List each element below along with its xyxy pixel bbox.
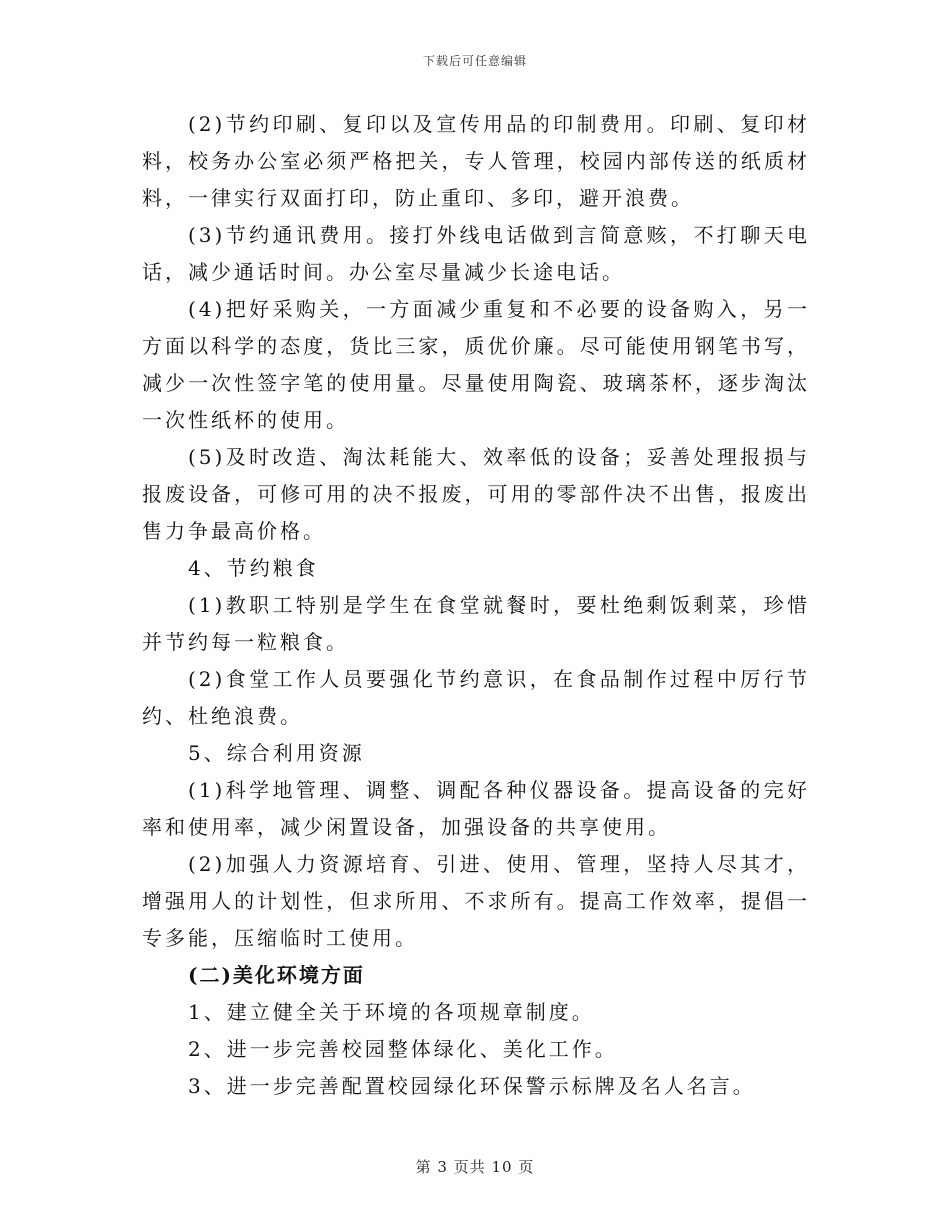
document-body [142,106,810,1105]
list-item-signage: 3、进一步完善配置校园绿化环保警示标牌及名人名言。 [188,1074,756,1098]
section-heading-environment: (二)美化环境方面 [188,963,365,987]
section-heading-resources: 5、综合利用资源 [188,741,365,765]
paragraph-procurement: (4)把好采购关，一方面减少重复和不必要的设备购入，另一方面以科学的态度，货比三家，质优价廉。尽可能使用钢笔书写，减少一次性签字笔的使用量。尽量使用陶瓷、玻璃茶杯，逐步淘汰一次性纸杯的使用。 [142,297,810,432]
page-header: 下载后可任意编辑 [422,54,527,68]
paragraph-human-resources: (2)加强人力资源培育、引进、使用、管理，坚持人尽其才，增强用人的计划性，但求所用、不求所有。提高工作效率，提倡一专多能，压缩临时工使用。 [142,852,810,950]
section-heading-save-food: 4、节约粮食 [188,556,319,580]
list-item-greening: 2、进一步完善校园整体绿化、美化工作。 [188,1037,618,1061]
paragraph-equipment: (5)及时改造、淘汰耗能大、效率低的设备；妥善处理报损与报废设备，可修可用的决不报废，可用的零部件决不出售，报废出售力争最高价格。 [142,445,810,543]
list-item-regulations: 1、建立健全关于环境的各项规章制度。 [188,1000,595,1024]
paragraph-canteen-dining: (1)教职工特别是学生在食堂就餐时，要杜绝剩饭剩菜，珍惜并节约每一粒粮食。 [142,593,810,654]
paragraph-instruments: (1)科学地管理、调整、调配各种仪器设备。提高设备的完好率和使用率，减少闲置设备，加强设备的共享使用。 [142,778,810,839]
paragraph-canteen-staff: (2)食堂工作人员要强化节约意识，在食品制作过程中厉行节约、杜绝浪费。 [142,667,810,728]
paragraph-communication-savings: (3)节约通讯费用。接打外线电话做到言简意赅，不打聊天电话，减少通话时间。办公室尽量减少长途电话。 [142,223,810,284]
page-number: 第 3 页共 10 页 [415,1158,535,1176]
paragraph-print-savings: (2)节约印刷、复印以及宣传用品的印制费用。印刷、复印材料，校务办公室必须严格把关，专人管理，校园内部传送的纸质材料，一律实行双面打印，防止重印、多印，避开浪费。 [142,112,810,210]
